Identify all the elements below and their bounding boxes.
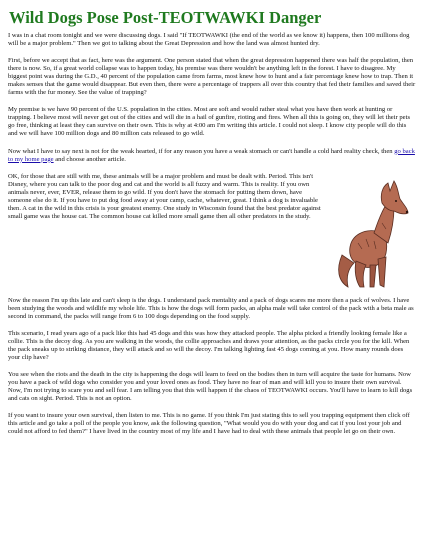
home-page-link[interactable]: go back to my home page	[8, 147, 415, 163]
paragraph-9: If you want to insure your own survival, then listen to me. This is no game. If you think I'm just stating this to sell you trapping equipment then click off this article and go take a poll of the people you know, ask the following question, "What would you do with your dog and cat if you lost your job and could not afford to fed them?" I have lived in the country most of my life and I have had to deal with these animals that people let go on their own.	[8, 412, 410, 436]
paragraph-4	[8, 148, 416, 164]
wolf-illustration-icon	[334, 177, 410, 297]
paragraph-8: You see when the riots and the death in the city is happening the dogs will learn to feed on the bodies then in turn will acquire the taste for humans. Now you have a pack of wild dogs who consider you and your loved ones as food. They have no fear of man and will kill you to insure their own survival. Now, I'm not trying to scare you and sell fear. I am telling you that this will happen if the chaos of TEOTWAWKI occurs. You'll have to learn to kill dogs and cats on sight. Period. This is not an option.	[8, 370, 413, 403]
article-title: Wild Dogs Pose Post-TEOTWAWKI Danger	[9, 8, 322, 27]
paragraph-5: OK, for those that are still with me, these animals will be a major problem and must be dealt with. Period. This isn't Disney, where you can talk to the poor dog and cat and the world is all fuzzy and warm. This is reality. If you own animals never, ever, EVER, release them to go wild. If you don't have the stomach for putting them down, have someone else do it. If you have to put dog food away at your camp, cache, whatever, great. I think a dog is invaluable then. A cat in the wild in this crisis is your greatest enemy. One study in Wisconsin found that the best predator against small game was the house cat. The common house cat killed more small game then all other predators in the study.	[8, 172, 321, 220]
paragraph-4-text-after: and choose another article.	[53, 155, 126, 163]
wolf-section	[8, 173, 416, 297]
paragraph-6: Now the reason I'm up this late and can't sleep is the dogs. I understand pack mentality and a pack of dogs scares me more then a pack of wolves. I have been studying the woods and wildlife my whole life. This is how the dogs will form packs, an alpha male will take control of the pack with a beta male as second in command, the packs will range from 6 to 100 dogs depending on the food supply.	[8, 296, 414, 320]
paragraph-3: My premise is we have 90 percent of the U.S. population in the cities. Most are soft and would rather steal what you have then work at hunting or trapping. I believe most will never get out of the cities and will die in a hail of gunfire, rioting and fires. When all this is going on, they will let their pets go free, thinking at least they can survive on their own. This is why at 4:00 am I'm writing this article. I could not sleep. I know city people will do this and we will have 100 million dogs and 80 million cats released to go wild.	[8, 106, 411, 138]
paragraph-4-text-before: Now what I have to say next is not for the weak hearted, if for any reason you have a weak stomach or can't handle a cold hard reality check, then	[8, 147, 395, 155]
paragraph-1: I was in a chat room tonight and we were discussing dogs. I said "If TEOTWAWKI (the end of the world as we know it) happens, then 100 millions dog will be a major problem." Then we got to talking about the Great Depression and how the land was almost hunted dry.	[8, 32, 410, 48]
paragraph-2: First, before we accept that as fact, here was the argument. One person stated that when the great depression happened there was half the population, then there is now. So, if a great world collapse was to happen today, his premise was there wouldn't be anything left in the forest. I have to disagree. My biggest point was during the G.D., 40 percent of the population came from farms, most knew how to hunt and a fair percentage knew how to trap. Then it makes senses that the game would disappear. But even then, there were a percentage of trappers all over this country that fed their families and saved their farms with the fur money. See the value of trapping?	[8, 57, 416, 97]
paragraph-7: This scenario, I read years ago of a pack like this had 45 dogs and this was how they attacked people. The alpha picked a friendly looking female like a collie. This is the decoy dog. As you are walking in the woods, the collie approaches and draws your attention, as the packs circle you for the kill. When the pack sneaks up to striking distance, they will attack and so will the decoy. I'm talking lighting fast 45 dogs coming at you. How many rounds does your clip have?	[8, 329, 410, 361]
